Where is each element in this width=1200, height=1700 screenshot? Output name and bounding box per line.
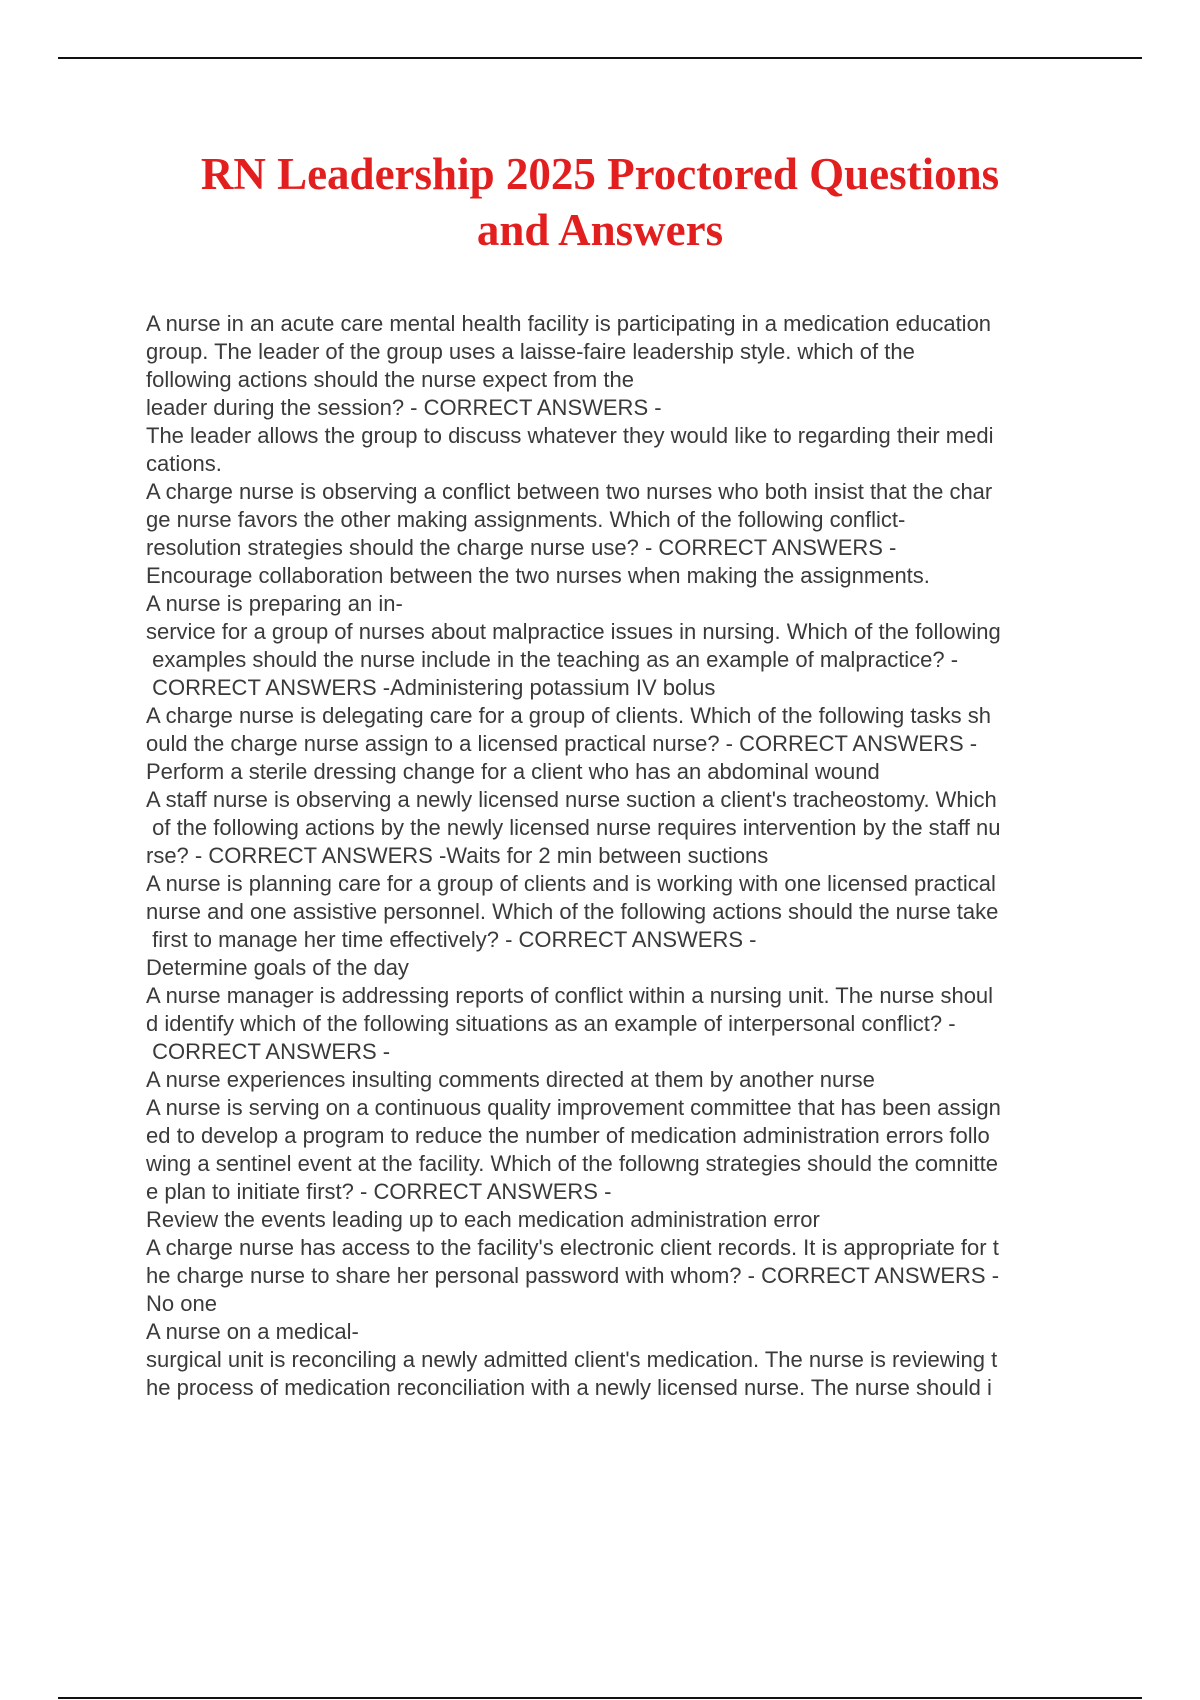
body-line: A charge nurse is observing a conflict between two nurses who both insist that the char	[146, 479, 993, 504]
body-line: ge nurse favors the other making assignments. Which of the following conflict-	[146, 507, 906, 532]
body-line: resolution strategies should the charge nurse use? - CORRECT ANSWERS -	[146, 535, 897, 560]
body-line: of the following actions by the newly licensed nurse requires intervention by the staff nu	[146, 815, 1001, 840]
body-line: A nurse manager is addressing reports of conflict within a nursing unit. The nurse shoul	[146, 983, 994, 1008]
body-line: CORRECT ANSWERS -	[146, 1039, 391, 1064]
body-line: rse? - CORRECT ANSWERS -Waits for 2 min between suctions	[146, 843, 769, 868]
body-line: surgical unit is reconciling a newly admitted client's medication. The nurse is reviewing t	[146, 1347, 998, 1372]
body-line: examples should the nurse include in the teaching as an example of malpractice? -	[146, 647, 959, 672]
body-line: ed to develop a program to reduce the number of medication administration errors follo	[146, 1123, 990, 1148]
body-line: Review the events leading up to each medication administration error	[146, 1207, 820, 1232]
body-line: group. The leader of the group uses a laisse-faire leadership style. which of the	[146, 339, 915, 364]
body-line: d identify which of the following situations as an example of interpersonal conflict? -	[146, 1011, 956, 1036]
body-line: A charge nurse is delegating care for a group of clients. Which of the following tasks sh	[146, 703, 992, 728]
body-line: Perform a sterile dressing change for a client who has an abdominal wound	[146, 759, 880, 784]
body-line: nurse and one assistive personnel. Which of the following actions should the nurse take	[146, 899, 999, 924]
body-line: wing a sentinel event at the facility. Which of the followng strategies should the comnitte	[146, 1151, 998, 1176]
body-line: leader during the session? - CORRECT ANSWERS -	[146, 395, 662, 420]
body-line: A nurse is preparing an in-	[146, 591, 403, 616]
body-line: he charge nurse to share her personal password with whom? - CORRECT ANSWERS -	[146, 1263, 1000, 1288]
body-line: he process of medication reconciliation with a newly licensed nurse. The nurse should i	[146, 1375, 992, 1400]
body-line: following actions should the nurse expect from the	[146, 367, 634, 392]
body-line: cations.	[146, 451, 222, 476]
body-line: service for a group of nurses about malpractice issues in nursing. Which of the following	[146, 619, 1001, 644]
document-body	[146, 310, 1096, 1402]
body-line: A nurse is serving on a continuous quality improvement committee that has been assign	[146, 1095, 1001, 1120]
body-line: A charge nurse has access to the facility's electronic client records. It is appropriate for t	[146, 1235, 999, 1260]
body-line: Determine goals of the day	[146, 955, 409, 980]
body-line: A nurse is planning care for a group of clients and is working with one licensed practical	[146, 871, 996, 896]
top-rule	[58, 57, 1142, 59]
body-line: The leader allows the group to discuss whatever they would like to regarding their medi	[146, 423, 994, 448]
bottom-rule	[58, 1697, 1142, 1699]
title-line-1: RN Leadership 2025 Proctored Questions	[200, 149, 1000, 199]
body-line: Encourage collaboration between the two nurses when making the assignments.	[146, 563, 930, 588]
body-line: first to manage her time effectively? - CORRECT ANSWERS -	[146, 927, 757, 952]
body-line: A nurse on a medical-	[146, 1319, 359, 1344]
body-line: A staff nurse is observing a newly licensed nurse suction a client's tracheostomy. Which	[146, 787, 997, 812]
body-line: A nurse in an acute care mental health facility is participating in a medication education	[146, 311, 992, 336]
document-title	[100, 146, 1100, 258]
body-line: A nurse experiences insulting comments directed at them by another nurse	[146, 1067, 875, 1092]
title-line-2: and Answers	[476, 205, 724, 255]
body-line: CORRECT ANSWERS -Administering potassium IV bolus	[146, 675, 716, 700]
body-line: ould the charge nurse assign to a licensed practical nurse? - CORRECT ANSWERS -	[146, 731, 978, 756]
body-line: e plan to initiate first? - CORRECT ANSWERS -	[146, 1179, 612, 1204]
body-line: No one	[146, 1291, 217, 1316]
